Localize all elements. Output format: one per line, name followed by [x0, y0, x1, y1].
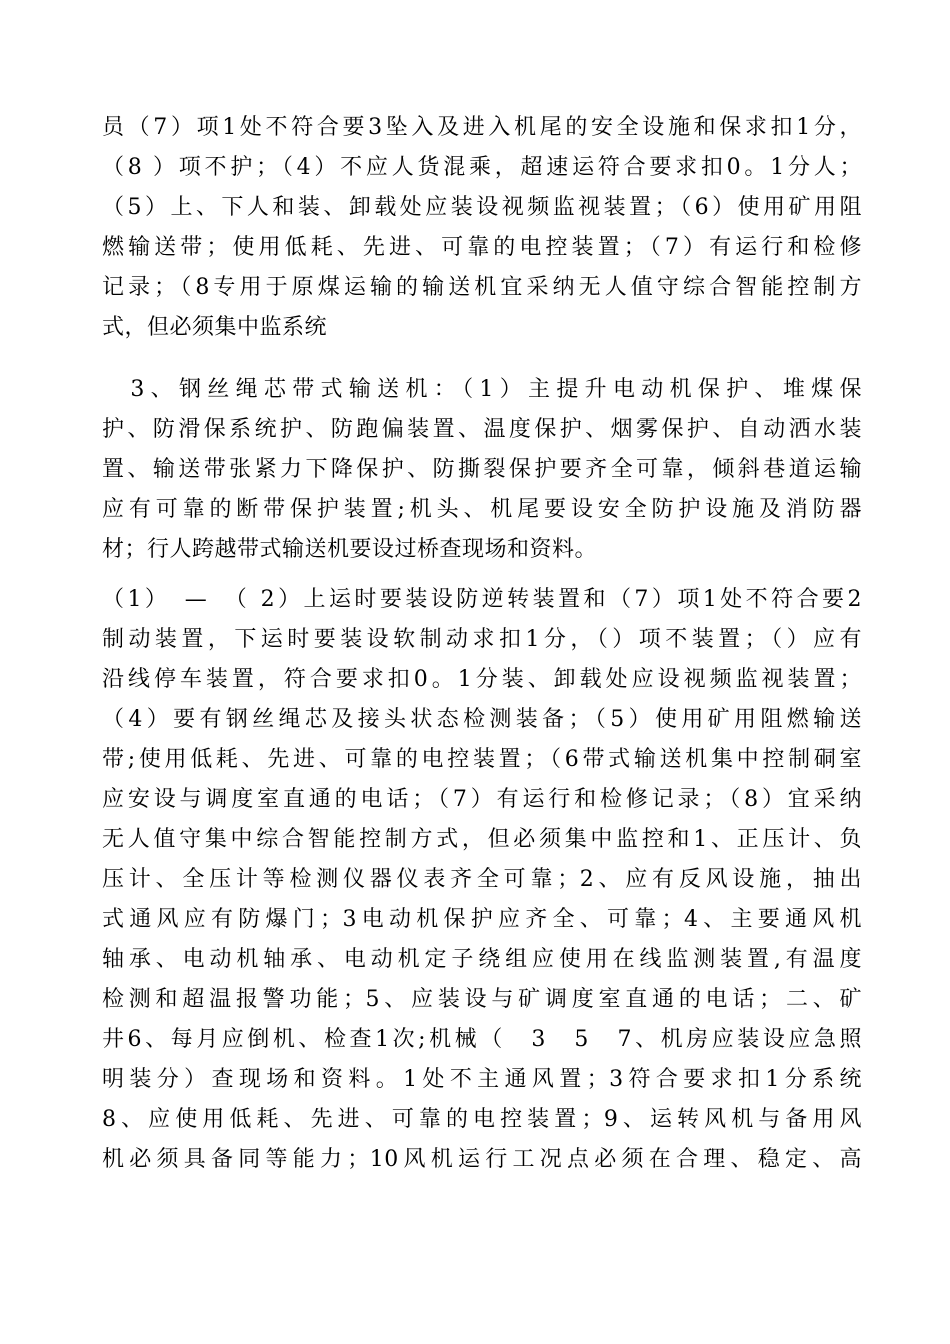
text-line: 燃输送带；使用低耗、先进、可靠的电控装置；（7）有运行和检修	[102, 235, 862, 260]
text-line: 应有可靠的断带保护装置;机头、机尾要设安全防护设施及消防器	[102, 497, 862, 522]
text-line: 轴承、电动机轴承、电动机定子绕组应使用在线监测装置,有温度	[102, 947, 862, 972]
text-line: 应安设与调度室直通的电话；（7）有运行和检修记录；（8）宜采纳	[102, 787, 862, 812]
text-line: 带;使用低耗、先进、可靠的电控装置；（6带式输送机集中控制硐室	[102, 747, 862, 772]
text-line: 3、钢丝绳芯带式输送机：（1）主提升电动机保护、堆煤保	[102, 377, 862, 402]
text-line: 无人值守集中综合智能控制方式，但必须集中监控和1、正压计、负	[102, 827, 862, 852]
paragraph-ventilation-requirements	[102, 580, 862, 1180]
text-line: 制动装置，下运时要装设软制动求扣1分，（）项不装置；（）应有	[102, 627, 862, 652]
text-line: 检测和超温报警功能；5、应装设与矿调度室直通的电话；二、矿	[102, 987, 862, 1012]
text-line: 沿线停车装置，符合要求扣0。1分装、卸载处应设视频监视装置；	[102, 667, 862, 692]
text-line: 式，但必须集中监系统	[102, 315, 328, 340]
text-line: （5）上、下人和装、卸载处应装设视频监视装置；（6）使用矿用阻	[102, 195, 862, 220]
text-line: （1） — （ 2）上运时要装设防逆转装置和（7）项1处不符合要2	[102, 587, 862, 612]
text-line: 机必须具备同等能力；10风机运行工况点必须在合理、稳定、高	[102, 1147, 862, 1172]
text-line: 记录；（8专用于原煤运输的输送机宜采纳无人值守综合智能控制方	[102, 275, 862, 300]
text-line: （8 ）项不护；（4）不应人货混乘，超速运符合要求扣0。1分人；	[102, 155, 862, 180]
text-line: （4）要有钢丝绳芯及接头状态检测装备；（5）使用矿用阻燃输送	[102, 707, 862, 732]
text-line: 置、输送带张紧力下降保护、防撕裂保护要齐全可靠，倾斜巷道运输	[102, 457, 862, 482]
text-line: 明装分）查现场和资料。1处不主通风置；3符合要求扣1分系统	[102, 1067, 862, 1092]
text-line: 材；行人跨越带式输送机要设过桥查现场和资料。	[102, 537, 598, 562]
paragraph-steel-cord-conveyor	[102, 370, 862, 570]
text-line: 护、防滑保系统护、防跑偏装置、温度保护、烟雾保护、自动洒水装	[102, 417, 862, 442]
text-line: 压计、全压计等检测仪器仪表齐全可靠；2、应有反风设施，抽出	[102, 867, 862, 892]
text-line: 井6、每月应倒机、检查1次;机械（ 3 5 7、机房应装设应急照	[102, 1027, 862, 1052]
text-line: 式通风应有防爆门；3电动机保护应齐全、可靠；4、主要通风机	[102, 907, 862, 932]
text-line: 8、应使用低耗、先进、可靠的电控装置；9、运转风机与备用风	[102, 1107, 862, 1132]
text-line: 员（7）项1处不符合要3坠入及进入机尾的安全设施和保求扣1分，	[102, 115, 862, 140]
paragraph-conveyor-requirements	[102, 108, 862, 348]
